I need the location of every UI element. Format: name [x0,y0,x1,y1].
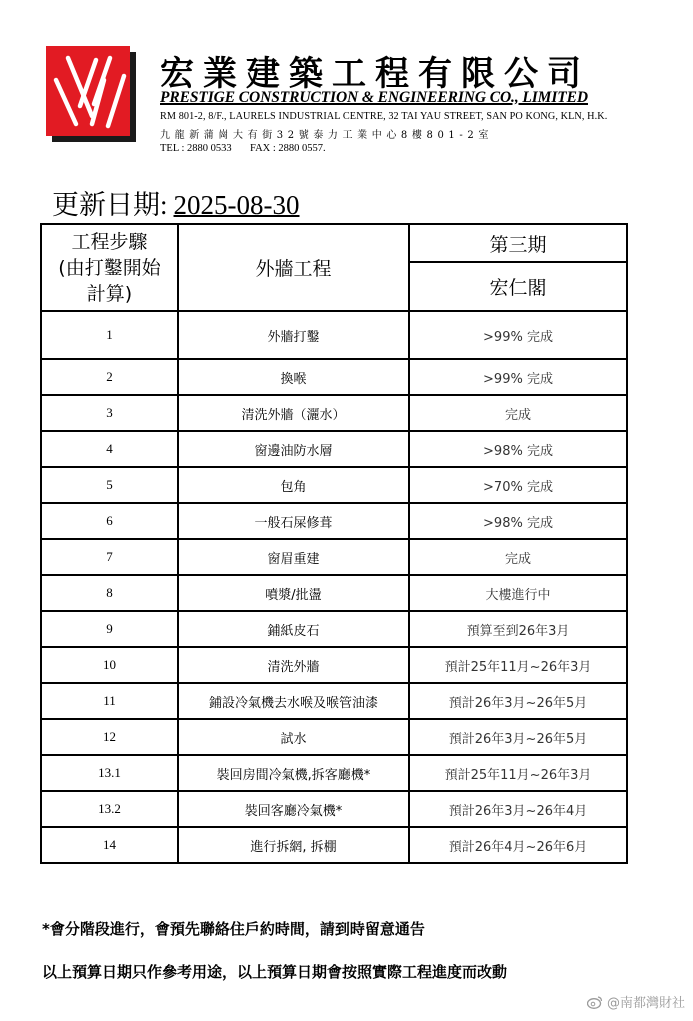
row-status: 預計25年11月~26年3月 [409,755,627,791]
table-row [41,791,627,827]
row-status: >98% 完成 [409,431,627,467]
table-row [41,827,627,863]
table-row [41,719,627,755]
row-status: 大樓進行中 [409,575,627,611]
row-status: 完成 [409,395,627,431]
row-step: 13.1 [41,755,178,791]
company-address-en: RM 801-2, 8/F., LAURELS INDUSTRIAL CENTRE, 32 TAI YAU STREET, SAN PO KONG, KLN, H.K. [160,111,608,122]
update-label: 更新日期: [52,190,168,220]
row-work: 窗邊油防水層 [178,431,409,467]
table-row [41,503,627,539]
row-step: 10 [41,647,178,683]
row-step: 5 [41,467,178,503]
row-work: 進行拆網, 拆棚 [178,827,409,863]
table-row [41,395,627,431]
row-work: 一般石屎修葺 [178,503,409,539]
row-work: 裝回客廳冷氣機* [178,791,409,827]
row-work: 裝回房間冷氣機,拆客廳機* [178,755,409,791]
row-work: 鋪紙皮石 [178,611,409,647]
row-work: 窗眉重建 [178,539,409,575]
table-row [41,611,627,647]
row-work: 清洗外牆（灑水） [178,395,409,431]
progress-table [40,223,628,864]
table-row [41,431,627,467]
row-status: 預計26年3月~26年4月 [409,791,627,827]
update-date-line [52,183,300,222]
table-row [41,575,627,611]
row-work: 試水 [178,719,409,755]
note-staged: *會分階段進行，會預先聯絡住戶約時間，請到時留意通告 [42,920,425,938]
row-work: 外牆打鑿 [178,311,409,359]
table-row [41,467,627,503]
row-status: 預計26年3月~26年5月 [409,683,627,719]
weibo-icon [587,995,603,1009]
row-step: 14 [41,827,178,863]
row-status: >99% 完成 [409,359,627,395]
company-address-cn: 九龍新蒲崗大有街32號泰力工業中心8樓801-2室 [160,130,493,141]
row-step: 13.2 [41,791,178,827]
row-step: 7 [41,539,178,575]
row-step: 8 [41,575,178,611]
row-status: 完成 [409,539,627,575]
row-step: 12 [41,719,178,755]
row-work: 清洗外牆 [178,647,409,683]
row-step: 11 [41,683,178,719]
update-date: 2025-08-30 [173,190,300,220]
row-status: 預計25年11月~26年3月 [409,647,627,683]
table-row [41,647,627,683]
row-status: 預算至到26年3月 [409,611,627,647]
table-row [41,755,627,791]
row-status: >98% 完成 [409,503,627,539]
row-status: 預計26年4月~26年6月 [409,827,627,863]
header-step: 工程步驟 (由打鑿開始 計算) [41,224,178,311]
company-logo [46,46,136,142]
row-step: 2 [41,359,178,395]
company-name-en: PRESTIGE CONSTRUCTION & ENGINEERING CO., LIMITED [160,89,588,106]
company-contact: TEL : 2880 0533 FAX : 2880 0557. [160,143,326,154]
watermark-text: @南都灣財社 [606,996,685,1011]
watermark [587,992,685,1011]
row-status: >70% 完成 [409,467,627,503]
row-work: 包角 [178,467,409,503]
company-name-cn: 宏業建築工程有限公司 [160,54,590,94]
table-row [41,683,627,719]
row-step: 1 [41,311,178,359]
row-work: 換喉 [178,359,409,395]
row-status: 預計26年3月~26年5月 [409,719,627,755]
row-step: 3 [41,395,178,431]
table-row [41,359,627,395]
header-work: 外牆工程 [178,224,409,311]
note-disclaimer: 以上預算日期只作參考用途，以上預算日期會按照實際工程進度而改動 [42,963,508,981]
row-step: 4 [41,431,178,467]
header-phase: 第三期 [409,224,627,262]
row-status: >99% 完成 [409,311,627,359]
row-work: 鋪設冷氣機去水喉及喉管油漆 [178,683,409,719]
header-block: 宏仁閣 [409,262,627,311]
table-row [41,311,627,359]
row-work: 噴漿/批盪 [178,575,409,611]
row-step: 6 [41,503,178,539]
row-step: 9 [41,611,178,647]
table-row [41,539,627,575]
